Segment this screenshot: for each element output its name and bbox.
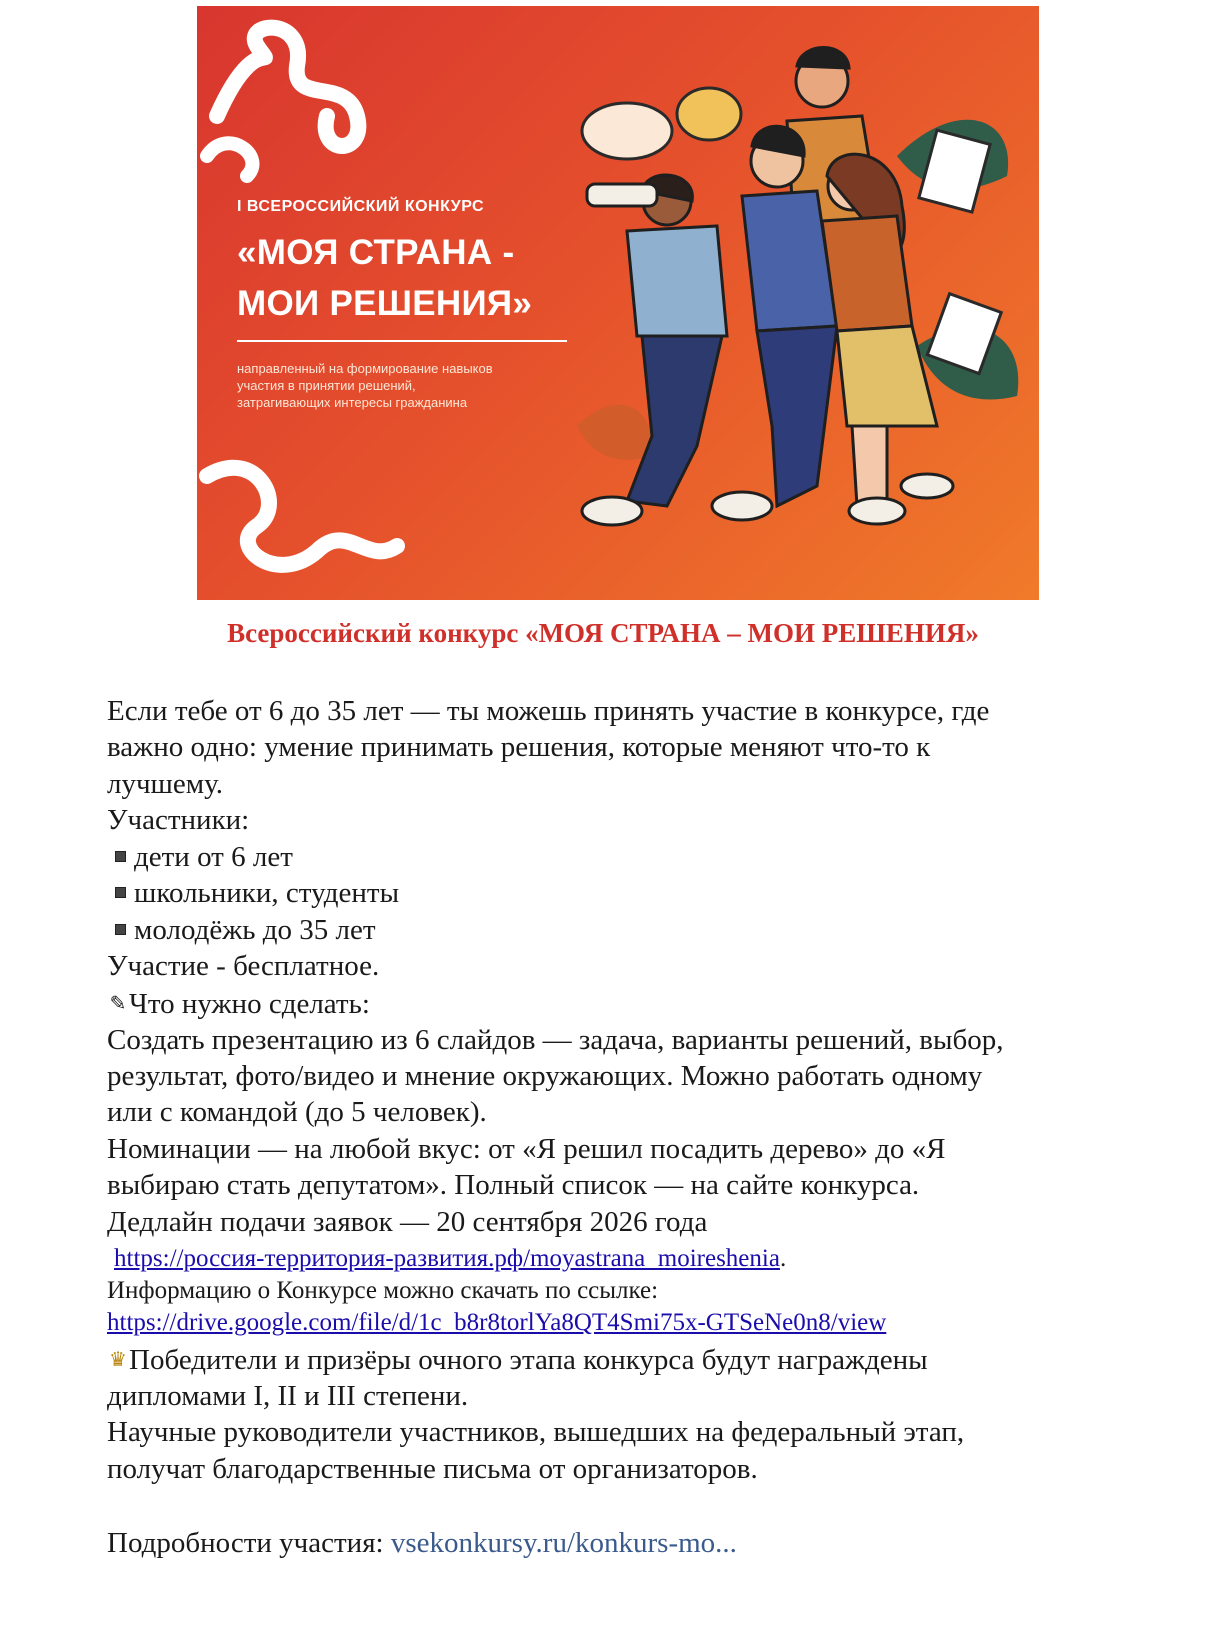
contest-heading: Всероссийский конкурс «МОЯ СТРАНА – МОИ РЕШЕНИЯ» (227, 618, 979, 648)
intro-line: Если тебе от 6 до 35 лет — ты можешь принять участие в конкурсе, где (107, 695, 990, 727)
list-item (107, 875, 399, 911)
contest-site-link[interactable]: https://россия-территория-развития.рф/moyastrana_moireshenia (114, 1245, 780, 1272)
details-row (107, 1525, 737, 1561)
winners-line (107, 1341, 928, 1378)
drive-link[interactable]: https://drive.google.com/file/d/1c_b8r8torlYa8QT4Smi75x-GTSeNe0n8/view (107, 1309, 887, 1336)
winners-text: Победители и призёры очного этапа конкурса будут награждены (129, 1344, 928, 1376)
participant-item: дети от 6 лет (134, 841, 293, 873)
memo-icon: ✎ (109, 991, 127, 1015)
poster-desc-line3: затрагивающих интересы гражданина (237, 395, 468, 410)
todo-label: Что нужно сделать: (129, 988, 370, 1020)
free-participation: Участие - бесплатное. (107, 950, 380, 982)
details-label: Подробности участия: (107, 1527, 391, 1559)
intro-line: лучшему. (107, 768, 223, 800)
supervisors-line: Научные руководители участников, вышедших на федеральный этап, (107, 1416, 965, 1448)
supervisors-line: получат благодарственные письма от организаторов. (107, 1453, 758, 1485)
nominations-line: выбираю стать депутатом». Полный список — на сайте конкурса. (107, 1169, 920, 1201)
poster-kicker: I ВСЕРОССИЙСКИЙ КОНКУРС (237, 198, 485, 215)
winners-line: дипломами I, II и III степени. (107, 1380, 469, 1412)
nominations-line: Номинации — на любой вкус: от «Я решил посадить дерево» до «Я (107, 1133, 946, 1165)
poster-title-line2: МОИ РЕШЕНИЯ» (237, 284, 533, 323)
participant-item: школьники, студенты (134, 877, 400, 909)
intro-line: важно одно: умение принимать решения, которые меняют что-то к (107, 731, 931, 763)
todo-line: результат, фото/видео и мнение окружающих. Можно работать одному (107, 1060, 983, 1092)
poster-desc-line1: направленный на формирование навыков (237, 361, 493, 376)
bullet-icon (115, 851, 126, 862)
trophy-icon: ♛ (109, 1347, 127, 1371)
list-item (107, 839, 293, 875)
contest-poster (197, 6, 1039, 600)
deadline-text: Дедлайн подачи заявок — 20 сентября 2026 года (107, 1206, 708, 1238)
todo-line: или с командой (до 5 человек). (107, 1096, 487, 1128)
poster-divider (237, 340, 567, 342)
bullet-icon (115, 887, 126, 898)
todo-heading (107, 985, 370, 1022)
bullet-icon (115, 924, 126, 935)
participants-label: Участники: (107, 804, 250, 836)
poster-title-line1: «МОЯ СТРАНА - (237, 233, 515, 272)
info-label: Информацию о Конкурсе можно скачать по ссылке: (107, 1277, 659, 1304)
list-item (107, 912, 376, 948)
drive-link-row (107, 1308, 886, 1338)
todo-line: Создать презентацию из 6 слайдов — задача, варианты решений, выбор, (107, 1024, 1004, 1056)
site-link-row (114, 1244, 786, 1274)
details-link[interactable]: vsekonkursy.ru/konkurs-mo... (390, 1527, 737, 1559)
participant-item: молодёжь до 35 лет (134, 914, 376, 946)
site-link-suffix: . (779, 1245, 787, 1272)
poster-desc-line2: участия в принятии решений, (237, 378, 416, 393)
